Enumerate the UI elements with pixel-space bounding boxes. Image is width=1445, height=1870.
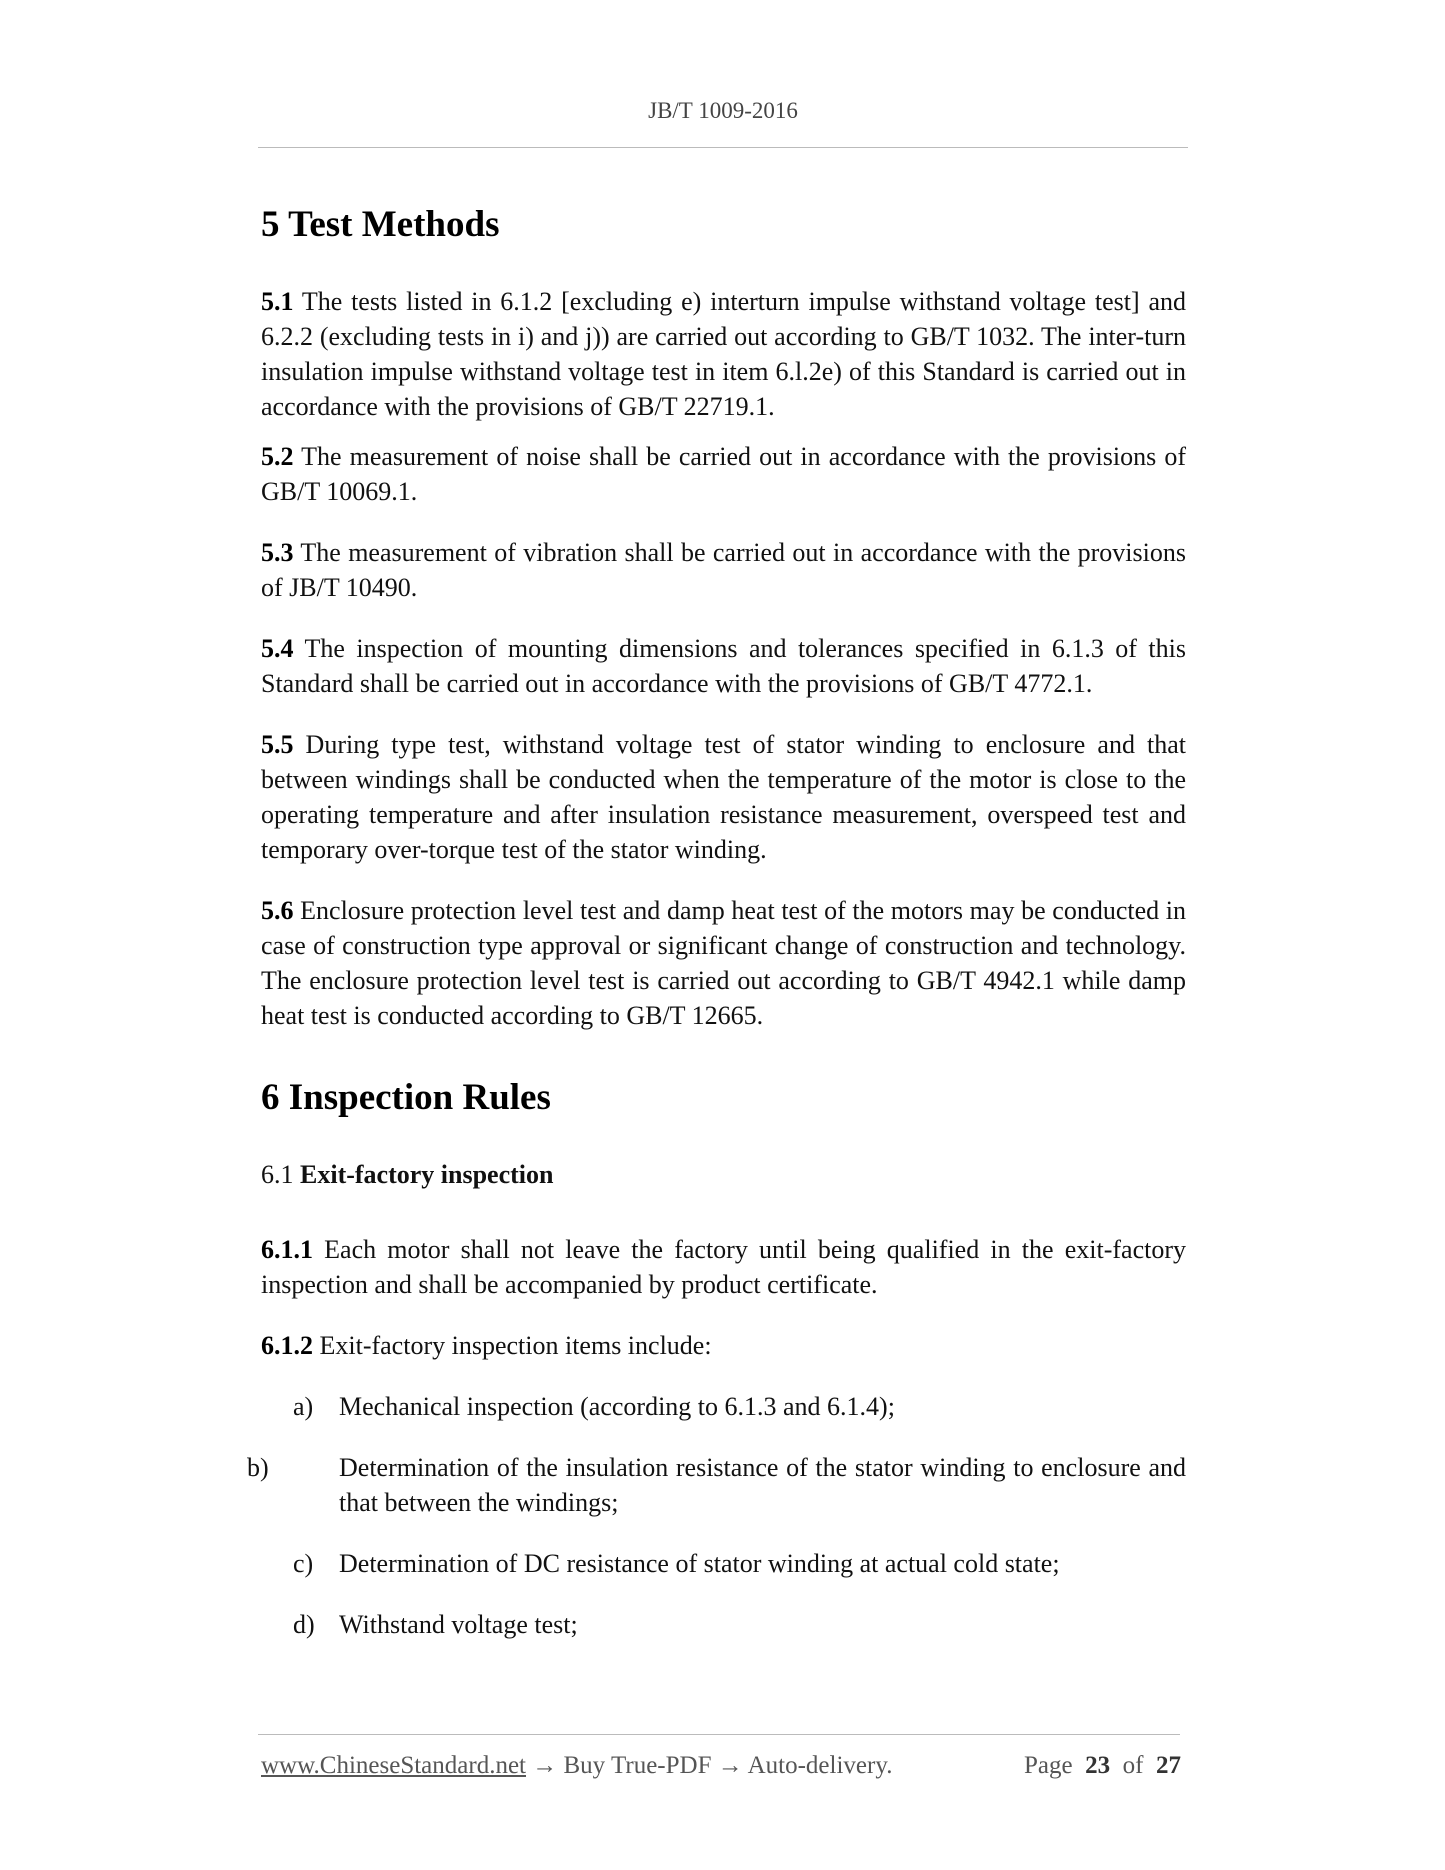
clause-5-6 (261, 893, 1186, 1033)
clause-number: 5.4 (261, 634, 294, 663)
page-counter (1024, 1752, 1181, 1780)
clause-number: 5.1 (261, 287, 294, 316)
clause-6-1-1 (261, 1232, 1186, 1302)
clause-number: 6.1.2 (261, 1331, 313, 1360)
clause-text: Exit-factory inspection items include: (313, 1331, 712, 1360)
clause-5-4 (261, 631, 1186, 701)
clause-6-1-2 (261, 1328, 1186, 1363)
of-label: of (1122, 1752, 1144, 1779)
list-item-a (261, 1389, 1186, 1424)
page-header: JB/T 1009-2016 (648, 98, 798, 123)
list-marker: b) (247, 1453, 269, 1482)
list-marker: a) (293, 1392, 314, 1421)
auto-delivery-text: → Auto-delivery. (711, 1752, 893, 1779)
footer-divider (258, 1734, 1180, 1735)
clause-text: The measurement of vibration shall be carried out in accordance with the provisions of JB/T 10490. (261, 538, 1186, 602)
clause-number: 5.2 (261, 442, 294, 471)
clause-5-2 (261, 439, 1186, 509)
list-text: Withstand voltage test; (339, 1610, 578, 1639)
clause-text: The measurement of noise shall be carried out in accordance with the provisions of GB/T 10069.1. (261, 442, 1186, 506)
list-item-c (261, 1546, 1186, 1581)
subsection-number: 6.1 (261, 1160, 294, 1189)
clause-text: The tests listed in 6.1.2 [excluding e) interturn impulse withstand voltage test] and 6.2.2 (excluding tests in i) and j)) are carried out according to GB/T 1032. The inter-turn insulation impulse withstand voltage test in item 6.l.2e) of this Standard is carried out in accordance with the provisions of GB/T 22719.1. (261, 287, 1186, 421)
clause-text: Enclosure protection level test and damp heat test of the motors may be conducted in case of construction type approval or significant change of construction and technology. The enclosure protection level test is carried out according to GB/T 4942.1 while damp heat test is conducted according to GB/T 12665. (261, 896, 1186, 1030)
list-marker: c) (293, 1549, 314, 1578)
page-label: Page (1024, 1752, 1073, 1779)
total-page-number: 27 (1155, 1752, 1181, 1779)
footer-promo (261, 1752, 892, 1780)
clause-5-3 (261, 535, 1186, 605)
subsection-6-1-heading (261, 1157, 1186, 1192)
list-item-d (261, 1607, 1186, 1642)
list-item-b (247, 1450, 1186, 1520)
section-5-heading: 5 Test Methods (261, 204, 500, 245)
list-text: Determination of DC resistance of stator winding at actual cold state; (339, 1549, 1060, 1578)
current-page-number: 23 (1085, 1752, 1111, 1779)
clause-number: 5.3 (261, 538, 294, 567)
section-6-heading: 6 Inspection Rules (261, 1077, 551, 1118)
clause-text: During type test, withstand voltage test of stator winding to enclosure and that between windings shall be conducted when the temperature of the motor is close to the operating temperature and after insulation resistance measurement, overspeed test and temporary over-torque test of the stator winding. (261, 730, 1186, 864)
header-divider (258, 147, 1188, 148)
list-marker: d) (293, 1610, 315, 1639)
document-body (247, 200, 1186, 1642)
clause-text: The inspection of mounting dimensions and tolerances specified in 6.1.3 of this Standard shall be carried out in accordance with the provisions of GB/T 4772.1. (261, 634, 1186, 698)
clause-5-1 (261, 284, 1186, 424)
list-text: Mechanical inspection (according to 6.1.3 and 6.1.4); (339, 1392, 895, 1421)
clause-number: 5.5 (261, 730, 294, 759)
clause-number: 5.6 (261, 896, 294, 925)
clause-number: 6.1.1 (261, 1235, 313, 1264)
list-text: Determination of the insulation resistance of the stator winding to enclosure and that between the windings; (339, 1453, 1186, 1517)
buy-pdf-text: → Buy True-PDF (526, 1752, 712, 1779)
clause-5-5 (261, 727, 1186, 867)
clause-text: Each motor shall not leave the factory until being qualified in the exit-factory inspection and shall be accompanied by product certificate. (261, 1235, 1186, 1299)
subsection-title: Exit-factory inspection (300, 1160, 554, 1189)
website-link[interactable]: www.ChineseStandard.net (261, 1752, 526, 1779)
